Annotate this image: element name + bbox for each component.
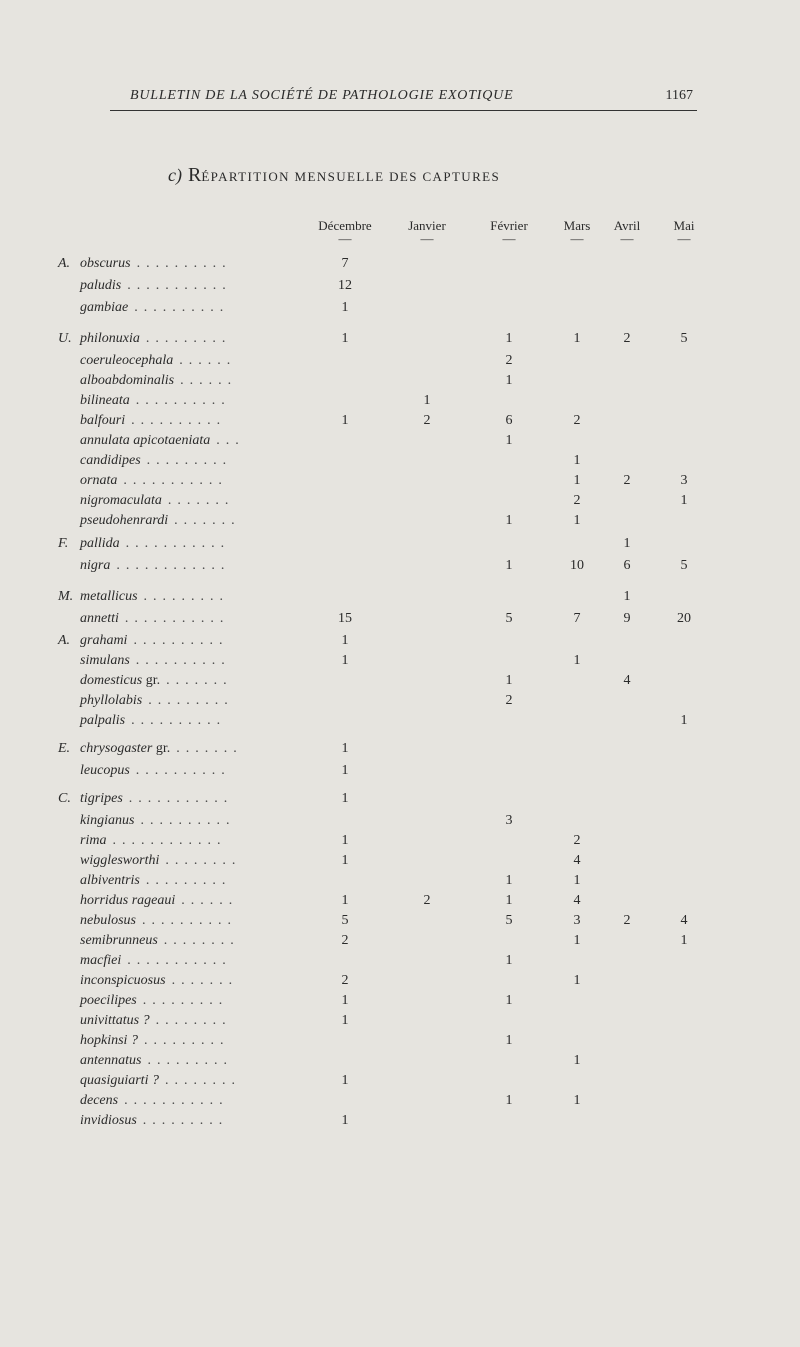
species-epithet: inconspicuosus (80, 973, 166, 988)
species-name (80, 413, 125, 429)
count-cell: 3 (573, 913, 581, 928)
count-cell: 2 (341, 973, 349, 988)
count-cell: 15 (338, 611, 352, 626)
count-cell: 3 (505, 813, 513, 828)
species-epithet: antennatus (80, 1053, 142, 1068)
count-cell: 7 (573, 611, 581, 626)
month-dash: — (420, 231, 434, 246)
month-label: Janvier (408, 218, 446, 233)
table-row (0, 611, 800, 631)
count-cell: 2 (423, 413, 431, 428)
table-row (0, 713, 800, 733)
species-name (80, 953, 121, 969)
species-epithet: kingianus (80, 813, 135, 828)
leader-dots: ........... (124, 611, 230, 626)
species-epithet: metallicus (80, 589, 138, 604)
leader-dots: ......... (145, 331, 232, 346)
count-cell: 1 (505, 873, 513, 888)
species-epithet: decens (80, 1093, 119, 1108)
month-label: Février (490, 218, 528, 233)
count-cell: 1 (573, 331, 581, 346)
species-name (80, 558, 110, 574)
species-epithet: albiventris (80, 873, 140, 888)
species-suffix: gr. (142, 673, 161, 688)
leader-dots: ....... (174, 513, 241, 528)
species-epithet: hopkinsi ? (80, 1033, 138, 1048)
species-epithet: bilineata (80, 393, 130, 408)
count-cell: 1 (341, 791, 349, 806)
section-letter: c) (168, 165, 182, 185)
table-row (0, 453, 800, 473)
species-epithet: semibrunneus (80, 933, 158, 948)
table-row (0, 1073, 800, 1093)
table-row (0, 833, 800, 853)
table-row (0, 873, 800, 893)
table-row (0, 331, 800, 351)
page-number: 1167 (665, 88, 693, 103)
table-row (0, 893, 800, 913)
species-epithet: philonuxia (80, 331, 140, 346)
species-epithet: nigra (80, 558, 111, 573)
leader-dots: ......... (143, 1033, 230, 1048)
species-name (80, 791, 123, 807)
count-cell: 1 (505, 433, 513, 448)
count-cell: 2 (423, 893, 431, 908)
count-cell: 1 (680, 933, 688, 948)
table-row (0, 813, 800, 833)
month-dash: — (677, 231, 691, 246)
leader-dots: ....... (176, 741, 243, 756)
table-row (0, 1033, 800, 1053)
leader-dots: ......... (143, 589, 230, 604)
count-cell: 1 (341, 653, 349, 668)
month-label: Mars (563, 218, 591, 233)
species-epithet: annetti (80, 611, 119, 626)
leader-dots: ......... (145, 873, 232, 888)
species-name (80, 833, 106, 849)
count-cell: 1 (573, 473, 581, 488)
leader-dots: ......... (148, 693, 234, 708)
count-cell: 10 (570, 558, 584, 573)
leader-dots: ......... (147, 1053, 233, 1068)
table-row (0, 433, 800, 453)
table-row (0, 558, 800, 578)
leader-dots: ........... (128, 791, 234, 806)
species-name (80, 278, 121, 294)
table-row (0, 933, 800, 953)
table-row (0, 953, 800, 973)
species-name (80, 653, 130, 669)
leader-dots: ...... (179, 353, 237, 368)
count-cell: 1 (341, 1113, 349, 1128)
count-cell: 1 (505, 993, 513, 1008)
genus-label: A. (58, 633, 71, 648)
species-epithet: domesticus (80, 673, 143, 688)
table-row (0, 653, 800, 673)
month-header (490, 218, 528, 244)
species-name (80, 853, 159, 869)
species-epithet: simulans (80, 653, 130, 668)
count-cell: 1 (680, 493, 688, 508)
leader-dots: ......... (142, 993, 229, 1008)
table-row (0, 1113, 800, 1133)
count-cell: 4 (623, 673, 631, 688)
count-cell: 2 (573, 413, 581, 428)
species-epithet: obscurus (80, 256, 131, 271)
count-cell: 1 (505, 331, 513, 346)
count-cell: 9 (623, 611, 631, 626)
species-epithet: rima (80, 833, 107, 848)
species-epithet: chrysogaster (80, 741, 153, 756)
count-cell: 1 (341, 1073, 349, 1088)
count-cell: 4 (573, 853, 581, 868)
species-name (80, 1033, 138, 1049)
month-dash: — (502, 231, 516, 246)
species-epithet: poecilipes (80, 993, 137, 1008)
table-row (0, 589, 800, 609)
species-name (80, 1093, 118, 1109)
month-dash: — (338, 231, 352, 246)
leader-dots: ....... (167, 493, 235, 508)
count-cell: 1 (505, 673, 513, 688)
running-header (110, 84, 697, 111)
table-row (0, 513, 800, 533)
count-cell: 6 (505, 413, 513, 428)
count-cell: 1 (623, 536, 631, 551)
count-cell: 1 (341, 853, 349, 868)
count-cell: 12 (338, 278, 352, 293)
species-name (80, 813, 134, 829)
count-cell: 1 (341, 331, 349, 346)
month-dash: — (570, 231, 584, 246)
table-row (0, 256, 800, 276)
leader-dots: ......... (146, 453, 233, 468)
leader-dots: ........... (124, 1093, 229, 1108)
table-row (0, 741, 800, 761)
leader-dots: ....... (166, 673, 233, 688)
leader-dots: .......... (142, 913, 237, 928)
table-row (0, 973, 800, 993)
leader-dots: ........ (155, 1013, 232, 1028)
table-row (0, 633, 800, 653)
count-cell: 5 (505, 913, 513, 928)
count-cell: 20 (677, 611, 691, 626)
species-name (80, 973, 166, 989)
month-header-row (0, 218, 800, 248)
species-name (80, 1053, 141, 1069)
month-label: Mai (673, 218, 695, 233)
table-row (0, 763, 800, 783)
species-epithet: ornata (80, 473, 118, 488)
species-suffix: gr. (152, 741, 171, 756)
count-cell: 2 (505, 353, 513, 368)
count-cell: 1 (573, 933, 581, 948)
count-cell: 2 (573, 833, 581, 848)
section-title (168, 164, 500, 187)
leader-dots: .......... (135, 393, 231, 408)
month-label: Avril (613, 218, 641, 233)
count-cell: 1 (573, 873, 581, 888)
species-name (80, 1113, 137, 1129)
count-cell: 4 (680, 913, 688, 928)
leader-dots: ........... (125, 536, 231, 551)
genus-label: U. (58, 331, 72, 346)
table-row (0, 1013, 800, 1033)
leader-dots: ... (216, 433, 245, 448)
species-epithet: nigromaculata (80, 493, 162, 508)
leader-dots: ........... (127, 278, 232, 293)
count-cell: 4 (573, 893, 581, 908)
table-row (0, 993, 800, 1013)
species-name (80, 873, 140, 889)
species-epithet: candidipes (80, 453, 141, 468)
count-cell: 1 (573, 513, 581, 528)
table-row (0, 413, 800, 433)
leader-dots: .......... (140, 813, 236, 828)
count-cell: 5 (341, 913, 349, 928)
month-header (318, 218, 371, 244)
month-header (564, 218, 591, 244)
species-epithet: balfouri (80, 413, 126, 428)
leader-dots: ........ (165, 853, 242, 868)
species-name (80, 673, 160, 689)
table-row (0, 913, 800, 933)
leader-dots: .......... (131, 413, 227, 428)
species-epithet: macfiei (80, 953, 122, 968)
count-cell: 2 (623, 331, 631, 346)
species-name (80, 453, 141, 469)
species-name (80, 373, 174, 389)
species-name (80, 331, 140, 347)
genus-label: F. (58, 536, 69, 551)
count-cell: 1 (341, 763, 349, 778)
month-header (408, 218, 446, 244)
count-cell: 2 (505, 693, 513, 708)
count-cell: 1 (505, 1033, 513, 1048)
count-cell: 1 (680, 713, 688, 728)
table-row (0, 673, 800, 693)
species-name (80, 1013, 150, 1029)
species-epithet: invidiosus (80, 1113, 137, 1128)
table-row (0, 693, 800, 713)
leader-dots: ........... (127, 953, 232, 968)
species-epithet: paludis (80, 278, 122, 293)
leader-dots: ........ (163, 933, 240, 948)
species-name (80, 633, 127, 649)
month-header (614, 218, 640, 244)
species-epithet: annulata apicotaeniata (80, 433, 211, 448)
species-name (80, 353, 173, 369)
species-name (80, 913, 136, 929)
species-name (80, 933, 158, 949)
species-epithet: alboabdominalis (80, 373, 175, 388)
month-header (674, 218, 695, 244)
species-name (80, 1073, 159, 1089)
genus-label: A. (58, 256, 71, 271)
table-row (0, 853, 800, 873)
species-name (80, 256, 131, 272)
species-name (80, 693, 142, 709)
species-name (80, 993, 137, 1009)
species-epithet: gambiae (80, 300, 129, 315)
species-epithet: grahami (80, 633, 128, 648)
count-cell: 1 (341, 833, 349, 848)
section-title-text: ÉPARTITION MENSUELLE DES CAPTURES (201, 169, 501, 184)
species-epithet: leucopus (80, 763, 130, 778)
table-row (0, 373, 800, 393)
species-epithet: univittatus ? (80, 1013, 150, 1028)
species-name (80, 493, 162, 509)
genus-label: C. (58, 791, 71, 806)
count-cell: 5 (680, 558, 688, 573)
table-row (0, 1093, 800, 1113)
table-row (0, 791, 800, 811)
count-cell: 1 (341, 413, 349, 428)
count-cell: 2 (623, 473, 631, 488)
species-name (80, 536, 120, 552)
genus-label: E. (58, 741, 71, 756)
leader-dots: .......... (131, 713, 227, 728)
table-row (0, 536, 800, 556)
count-cell: 2 (623, 913, 631, 928)
leader-dots: ........... (123, 473, 228, 488)
count-cell: 1 (573, 453, 581, 468)
species-epithet: quasiguiarti ? (80, 1073, 159, 1088)
leader-dots: ......... (142, 1113, 229, 1128)
species-epithet: nebulosus (80, 913, 136, 928)
species-name (80, 300, 128, 316)
count-cell: 1 (341, 300, 349, 315)
species-name (80, 589, 138, 605)
species-name (80, 893, 175, 909)
table-row (0, 353, 800, 373)
month-dash: — (620, 231, 634, 246)
leader-dots: ........ (164, 1073, 241, 1088)
genus-label: M. (58, 589, 74, 604)
count-cell: 1 (341, 633, 349, 648)
leader-dots: ............ (112, 833, 227, 848)
leader-dots: .......... (133, 633, 229, 648)
species-epithet: phyllolabis (80, 693, 143, 708)
count-cell: 1 (505, 513, 513, 528)
table-row (0, 300, 800, 320)
count-cell: 1 (573, 653, 581, 668)
count-cell: 1 (623, 589, 631, 604)
leader-dots: .......... (134, 300, 230, 315)
count-cell: 5 (505, 611, 513, 626)
count-cell: 7 (341, 256, 349, 271)
table-row (0, 393, 800, 413)
count-cell: 1 (505, 1093, 513, 1108)
count-cell: 1 (423, 393, 431, 408)
count-cell: 5 (680, 331, 688, 346)
species-epithet: tigripes (80, 791, 123, 806)
species-epithet: pallida (80, 536, 120, 551)
species-epithet: palpalis (80, 713, 126, 728)
count-cell: 2 (341, 933, 349, 948)
count-cell: 1 (505, 893, 513, 908)
count-cell: 1 (505, 558, 513, 573)
count-cell: 1 (341, 993, 349, 1008)
species-epithet: horridus rageaui (80, 893, 176, 908)
leader-dots: ....... (171, 973, 239, 988)
leader-dots: ...... (181, 893, 239, 908)
species-name (80, 741, 170, 757)
table-row (0, 278, 800, 298)
species-name (80, 713, 125, 729)
species-epithet: wigglesworthi (80, 853, 160, 868)
leader-dots: ...... (180, 373, 238, 388)
count-cell: 1 (573, 1053, 581, 1068)
species-name (80, 763, 130, 779)
species-name (80, 513, 168, 529)
count-cell: 3 (680, 473, 688, 488)
count-cell: 1 (341, 1013, 349, 1028)
leader-dots: ............ (116, 558, 231, 573)
table-row (0, 473, 800, 493)
table-row (0, 493, 800, 513)
species-name (80, 433, 210, 449)
count-cell: 1 (505, 373, 513, 388)
section-title-initial: R (187, 164, 202, 186)
count-cell: 1 (505, 953, 513, 968)
species-epithet: coeruleocephala (80, 353, 174, 368)
count-cell: 1 (341, 741, 349, 756)
count-cell: 1 (573, 1093, 581, 1108)
species-name (80, 611, 119, 627)
count-cell: 6 (623, 558, 631, 573)
count-cell: 1 (341, 893, 349, 908)
table-row (0, 1053, 800, 1073)
count-cell: 2 (573, 493, 581, 508)
leader-dots: .......... (135, 763, 231, 778)
leader-dots: .......... (136, 256, 232, 271)
leader-dots: .......... (135, 653, 231, 668)
month-label: Décembre (318, 218, 372, 233)
species-name (80, 393, 130, 409)
journal-title: BULLETIN DE LA SOCIÉTÉ DE PATHOLOGIE EXOTIQUE (130, 88, 514, 103)
species-name (80, 473, 117, 489)
species-epithet: pseudohenrardi (80, 513, 169, 528)
count-cell: 1 (573, 973, 581, 988)
